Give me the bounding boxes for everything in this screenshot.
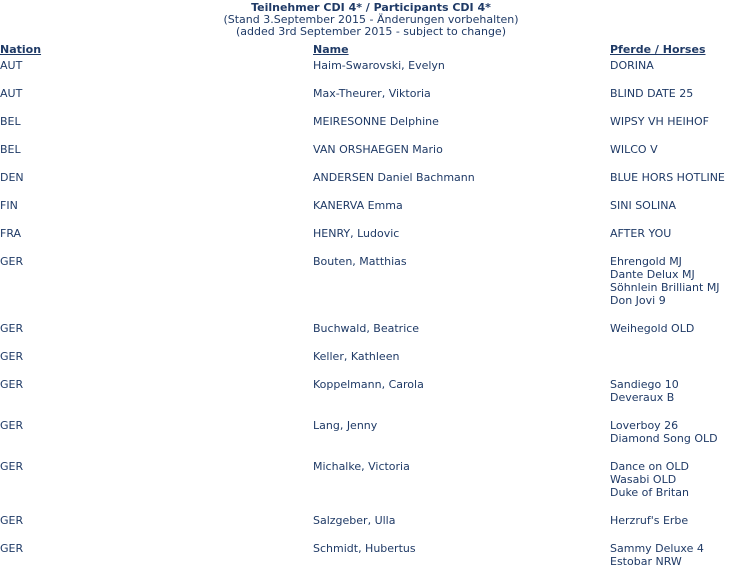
horses-cell bbox=[610, 255, 720, 307]
horse-name: WILCO V bbox=[610, 143, 658, 156]
rider-name-cell: Bouten, Matthias bbox=[313, 255, 407, 268]
table-row bbox=[0, 59, 742, 87]
nation-cell: GER bbox=[0, 542, 24, 555]
table-row bbox=[0, 378, 742, 419]
horses-cell bbox=[610, 227, 671, 240]
nation-cell: GER bbox=[0, 460, 24, 473]
horse-name: Ehrengold MJ bbox=[610, 255, 682, 268]
rider-name-cell: VAN ORSHAEGEN Mario bbox=[313, 143, 443, 156]
table-row bbox=[0, 460, 742, 514]
horse-name: SINI SOLINA bbox=[610, 199, 676, 212]
nation-cell: GER bbox=[0, 255, 24, 268]
horse-name: Diamond Song OLD bbox=[610, 432, 718, 445]
nation-cell: BEL bbox=[0, 143, 21, 156]
subtitle-english: (added 3rd September 2015 - subject to change) bbox=[236, 25, 506, 38]
rider-name-cell: Lang, Jenny bbox=[313, 419, 378, 432]
table-row bbox=[0, 171, 742, 199]
horse-name: Sandiego 10 bbox=[610, 378, 679, 391]
nation-cell: GER bbox=[0, 350, 24, 363]
table-row bbox=[0, 227, 742, 255]
nation-cell: GER bbox=[0, 419, 24, 432]
nation-cell: DEN bbox=[0, 171, 24, 184]
nation-cell: FRA bbox=[0, 227, 22, 240]
rider-name-cell: MEIRESONNE Delphine bbox=[313, 115, 439, 128]
horse-name: Herzruf's Erbe bbox=[610, 514, 689, 527]
table-row bbox=[0, 143, 742, 171]
horses-cell bbox=[610, 59, 654, 72]
rider-name-cell: Haim-Swarovski, Evelyn bbox=[313, 59, 445, 72]
rider-name-cell: Koppelmann, Carola bbox=[313, 378, 424, 391]
horse-name: Weihegold OLD bbox=[610, 322, 695, 335]
horses-cell bbox=[610, 171, 725, 184]
horses-cell bbox=[610, 322, 694, 335]
horse-name: Dante Delux MJ bbox=[610, 268, 695, 281]
nation-cell: AUT bbox=[0, 87, 23, 100]
table-row bbox=[0, 542, 742, 569]
horse-name: AFTER YOU bbox=[610, 227, 672, 240]
participants-table bbox=[0, 59, 742, 569]
nation-cell: FIN bbox=[0, 199, 18, 212]
table-row bbox=[0, 419, 742, 460]
horse-name: Don Jovi 9 bbox=[610, 294, 666, 307]
rider-name-cell: Keller, Kathleen bbox=[313, 350, 400, 363]
nation-cell: GER bbox=[0, 322, 24, 335]
table-row bbox=[0, 199, 742, 227]
table-row bbox=[0, 322, 742, 350]
table-row bbox=[0, 255, 742, 322]
rider-name-cell: Michalke, Victoria bbox=[313, 460, 410, 473]
horses-cell bbox=[610, 419, 718, 445]
horses-cell bbox=[610, 115, 709, 128]
horses-cell bbox=[610, 542, 704, 568]
nation-cell: GER bbox=[0, 378, 24, 391]
page-title: Teilnehmer CDI 4* / Participants CDI 4* bbox=[251, 1, 491, 14]
horse-name: WIPSY VH HEIHOF bbox=[610, 115, 709, 128]
horses-cell bbox=[610, 199, 676, 212]
rider-name-cell: Salzgeber, Ulla bbox=[313, 514, 396, 527]
column-header-name: Name bbox=[313, 43, 349, 56]
rider-name-cell: Schmidt, Hubertus bbox=[313, 542, 416, 555]
horses-cell bbox=[610, 87, 693, 100]
nation-cell: AUT bbox=[0, 59, 23, 72]
horse-name: Deveraux B bbox=[610, 391, 675, 404]
horse-name: Söhnlein Brilliant MJ bbox=[610, 281, 720, 294]
nation-cell: BEL bbox=[0, 115, 21, 128]
table-row bbox=[0, 115, 742, 143]
horses-cell bbox=[610, 143, 658, 156]
horse-name: Loverboy 26 bbox=[610, 419, 679, 432]
document-header bbox=[0, 2, 742, 38]
horse-name: Duke of Britan bbox=[610, 486, 689, 499]
subtitle-german: (Stand 3.September 2015 - Änderungen vorbehalten) bbox=[223, 13, 519, 26]
table-row bbox=[0, 87, 742, 115]
horse-name: BLIND DATE 25 bbox=[610, 87, 694, 100]
horse-name: Dance on OLD bbox=[610, 460, 689, 473]
rider-name-cell: Buchwald, Beatrice bbox=[313, 322, 420, 335]
horse-name: Estobar NRW bbox=[610, 555, 682, 568]
rider-name-cell: HENRY, Ludovic bbox=[313, 227, 400, 240]
column-header-nation: Nation bbox=[0, 43, 42, 56]
rider-name-cell: KANERVA Emma bbox=[313, 199, 403, 212]
horse-name: Sammy Deluxe 4 bbox=[610, 542, 704, 555]
rider-name-cell: Max-Theurer, Viktoria bbox=[313, 87, 431, 100]
table-row bbox=[0, 514, 742, 542]
column-header-horses: Pferde / Horses bbox=[610, 43, 706, 56]
nation-cell: GER bbox=[0, 514, 24, 527]
horses-cell bbox=[610, 378, 679, 404]
horse-name: BLUE HORS HOTLINE bbox=[610, 171, 725, 184]
horse-name: DORINA bbox=[610, 59, 654, 72]
horses-cell bbox=[610, 514, 688, 527]
horses-cell bbox=[610, 460, 689, 499]
rider-name-cell: ANDERSEN Daniel Bachmann bbox=[313, 171, 475, 184]
horse-name: Wasabi OLD bbox=[610, 473, 677, 486]
column-headers bbox=[0, 43, 742, 57]
table-row bbox=[0, 350, 742, 378]
